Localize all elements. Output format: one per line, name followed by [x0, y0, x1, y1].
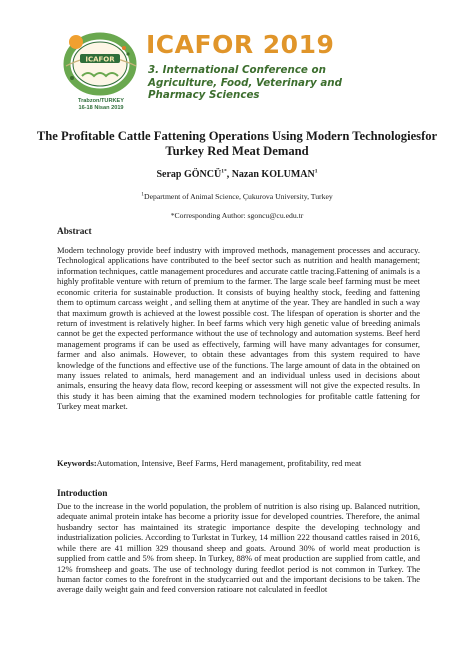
conference-name — [148, 64, 342, 102]
affiliation-text: Department of Animal Science, Çukurova University, Turkey — [144, 192, 333, 201]
conference-header — [58, 26, 418, 118]
conference-name-line2: Agriculture, Food, Veterinary and — [148, 76, 342, 89]
affiliation — [30, 192, 444, 202]
conference-name-line3: Pharmacy Sciences — [148, 89, 260, 102]
introduction-heading: Introduction — [57, 489, 108, 499]
abstract-text: Modern technology provide beef industry with improved methods, management processes and accuracy. Technological applications have contributed to the beef sector such as nutrition and health management; information techniques, cattle management procedures and accurate cattle tracing.Fattening of animals is a highly profitable venture with return of premium to the farmer. The large scale beef farming must be meet economic criteria for sustainable production. It consists of buying healthy stock, feeding and fattening them to optimum carcass weight , and selling them at anytime of the year. They are handled in such a way that maximum growth is achieved at the lowest possible cost. The lifespan of operation is shorter and the return of investment is relatively higher. In beef farms which very high genetic value of breeding animals cannot be get the expected performance without the use of technology and automation systems. Beef herd management programs if can be used as effectively, farming will have many advantages for consumer, farmer and also animals. However, to obtain these advantages from this system required to have knowledge of the functions and effective use of the functions. The large amount of data in the obtained on many issues related to animals, herd management and an individual unless used in decisions about animals, ensuring the heavy data flow, record keeping or assessment will not give the expected results. In this study it has been aiming that the examined modern technologies for profitable cattle fattening for Turkey meat market. — [57, 245, 420, 412]
abstract-heading: Abstract — [57, 227, 92, 237]
author-1-marker: 1* — [221, 168, 227, 175]
keywords-label: Keywords: — [57, 458, 97, 468]
corresponding-author: *Corresponding Author: sgoncu@cu.edu.tr — [170, 211, 304, 220]
paper-title-line1: The Profitable Cattle Fattening Operations Using Modern Technologiesfor — [36, 129, 438, 143]
keywords-text: Automation, Intensive, Beef Farms, Herd management, profitability, red meat — [96, 458, 362, 468]
logo-caption — [66, 98, 136, 112]
paper-title-line2: Turkey Red Meat Demand — [165, 144, 309, 158]
author-2: , Nazan KOLUMAN — [226, 169, 315, 180]
keywords — [57, 458, 420, 468]
introduction-text: Due to the increase in the world population, the problem of nutrition is also rising up. Balanced nutrition, adequate animal protein intake has become a priority issue for developed countries. Therefore, the animal husbandry sector has maintained its strategic importance despite the developing technology and industrialization policies. According to Turkstat in Turkey, 14 million 222 thousand cattles raised in 2016, while there are 41 million 329 thousand sheep and goats. Around 30% of world meat production is supplied from cattle and 5% from sheep. In Turkey, 88% of meat production are supplied from cattle, and 12% fromsheep and goats. The use of technology during feedlot period is not common in Turkey. The human factor comes to the forefront in the studycarried out and the important decisions to be taken. The average daily weight gain and feed conversion ratioare not calculated in feedlot — [57, 501, 420, 595]
author-1: Serap GÖNCÜ — [156, 169, 222, 180]
conference-name-line1: 3. International Conference on — [148, 64, 326, 76]
conference-location: Trabzon/TURKEY — [78, 98, 124, 104]
paper-title — [30, 129, 444, 159]
svg-text:ICAFOR: ICAFOR — [85, 55, 115, 64]
author-2-marker: 1 — [314, 168, 318, 175]
conference-logo — [58, 26, 148, 118]
conference-dates: 16-18 Nisan 2019 — [78, 105, 124, 111]
author-list — [30, 169, 444, 181]
conference-brand: ICAFOR 2019 — [146, 30, 335, 59]
logo-emblem — [58, 26, 148, 98]
affiliation-marker: 1 — [141, 191, 145, 198]
